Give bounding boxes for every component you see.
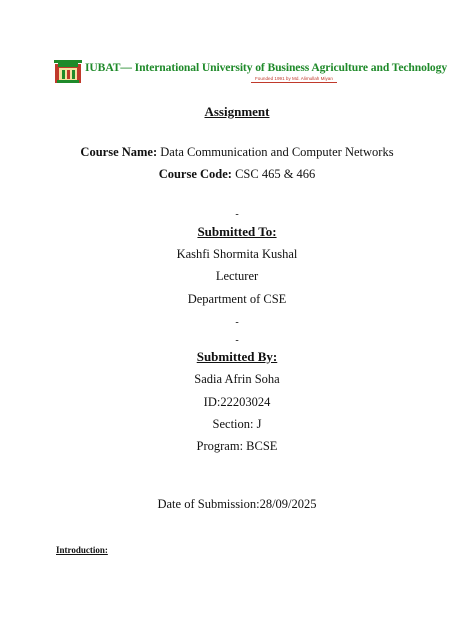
founded-tagline: Founded 1991 by Md. Alimullah Miyan	[251, 76, 337, 83]
student-program: Program: BCSE	[196, 439, 278, 453]
iubat-logo-icon	[54, 58, 82, 84]
course-code-label: Course Code:	[158, 167, 232, 181]
course-name-value: Data Communication and Computer Networks	[157, 145, 394, 159]
submitted-by-name: Sadia Afrin Soha	[194, 372, 280, 386]
introduction-heading: Introduction:	[56, 545, 108, 555]
document-title: Assignment	[204, 104, 270, 119]
submitted-to-designation: Lecturer	[215, 269, 259, 283]
student-section: Section: J	[212, 417, 262, 431]
course-name-line	[0, 144, 474, 160]
submitted-to-heading: Submitted To:	[197, 224, 277, 239]
course-code-line	[0, 166, 474, 182]
university-name: IUBAT— International University of Business Agriculture and Technology	[85, 61, 448, 74]
course-name-label: Course Name:	[80, 145, 158, 159]
student-id: ID:22203024	[203, 395, 271, 409]
course-code-value: CSC 465 & 466	[231, 167, 316, 181]
letterhead	[54, 56, 448, 88]
submitted-to-department: Department of CSE	[187, 292, 287, 306]
submitted-to-name: Kashfi Shormita Kushal	[176, 247, 298, 261]
separator-dash: -	[235, 317, 239, 328]
separator-dash: -	[235, 335, 239, 346]
separator-dash: -	[235, 209, 239, 220]
date-of-submission: Date of Submission:28/09/2025	[157, 497, 317, 511]
submitted-by-heading: Submitted By:	[196, 349, 278, 364]
